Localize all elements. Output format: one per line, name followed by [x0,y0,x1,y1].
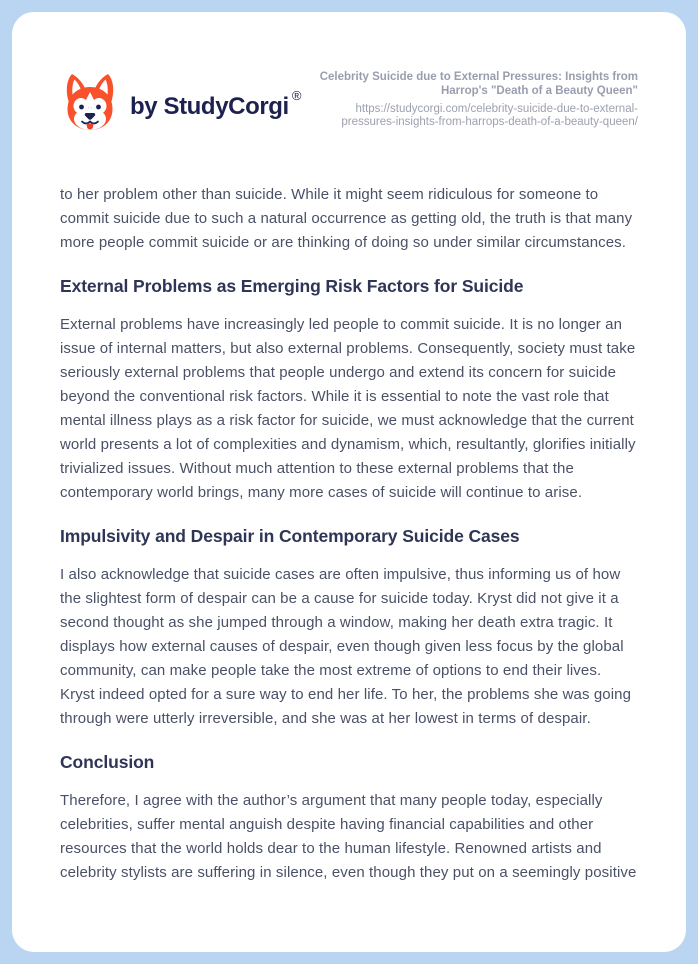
section-heading: Conclusion [60,752,155,772]
document-meta [304,70,638,129]
document-card [12,12,686,952]
article [60,183,638,885]
document-title: Celebrity Suicide due to External Pressures: Insights from Harrop's "Death of a Beauty Queen" [319,71,638,97]
brand-name-label: by StudyCorgi [130,93,289,120]
paragraph: I also acknowledge that suicide cases are often impulsive, thus informing us of how the slightest form of despair can be a cause for suicide today. Kryst did not give it a second thought as she jumped through a window, making her death extra tragic. It displays how external causes of despair, even though given less focus by the global community, can make people take the most extreme of options to end their lives. Kryst indeed opted for a sure way to end her life. To her, the problems she was going through were utterly irreversible, and she was at her lowest in terms of despair. [60,566,632,727]
section-heading: External Problems as Emerging Risk Factors for Suicide [60,276,524,296]
brand-name [130,66,301,137]
document-url: https://studycorgi.com/celebrity-suicide-due-to-external-pressures-insights-from-harrops-death-of-a-beauty-queen/ [341,103,638,128]
registered-trademark-symbol: ® [291,88,301,103]
paragraph: External problems have increasingly led people to commit suicide. It is no longer an issue of internal matters, but also external problems. Consequently, society must take seriously external problems that people undergo and extend its concern for suicide beyond the conventional risk factors. While it is essential to note the vast role that mental illness plays as a risk factor for suicide, we must acknowledge that the current world presents a lot of complexities and dynamism, which, resultantly, glorifies initially trivialized issues. Without much attention to these external problems that the contemporary world brings, many more cases of suicide will continue to arise. [60,316,636,501]
paragraph: to her problem other than suicide. While it might seem ridiculous for someone to commit suicide due to such a natural occurrence as getting old, the truth is that many more people commit suicide or are thinking of doing so under similar circumstances. [60,186,633,251]
corgi-logo-icon [60,72,120,132]
section-heading: Impulsivity and Despair in Contemporary Suicide Cases [60,526,520,546]
paragraph: Therefore, I agree with the author’s argument that many people today, especially celebrities, suffer mental anguish despite having financial capabilities and other resources that the world holds dear to the human lifestyle. Renowned artists and celebrity stylists are suffering in silence, even though they put on a seemingly positive [60,792,637,881]
header [60,66,638,137]
brand [60,66,301,137]
